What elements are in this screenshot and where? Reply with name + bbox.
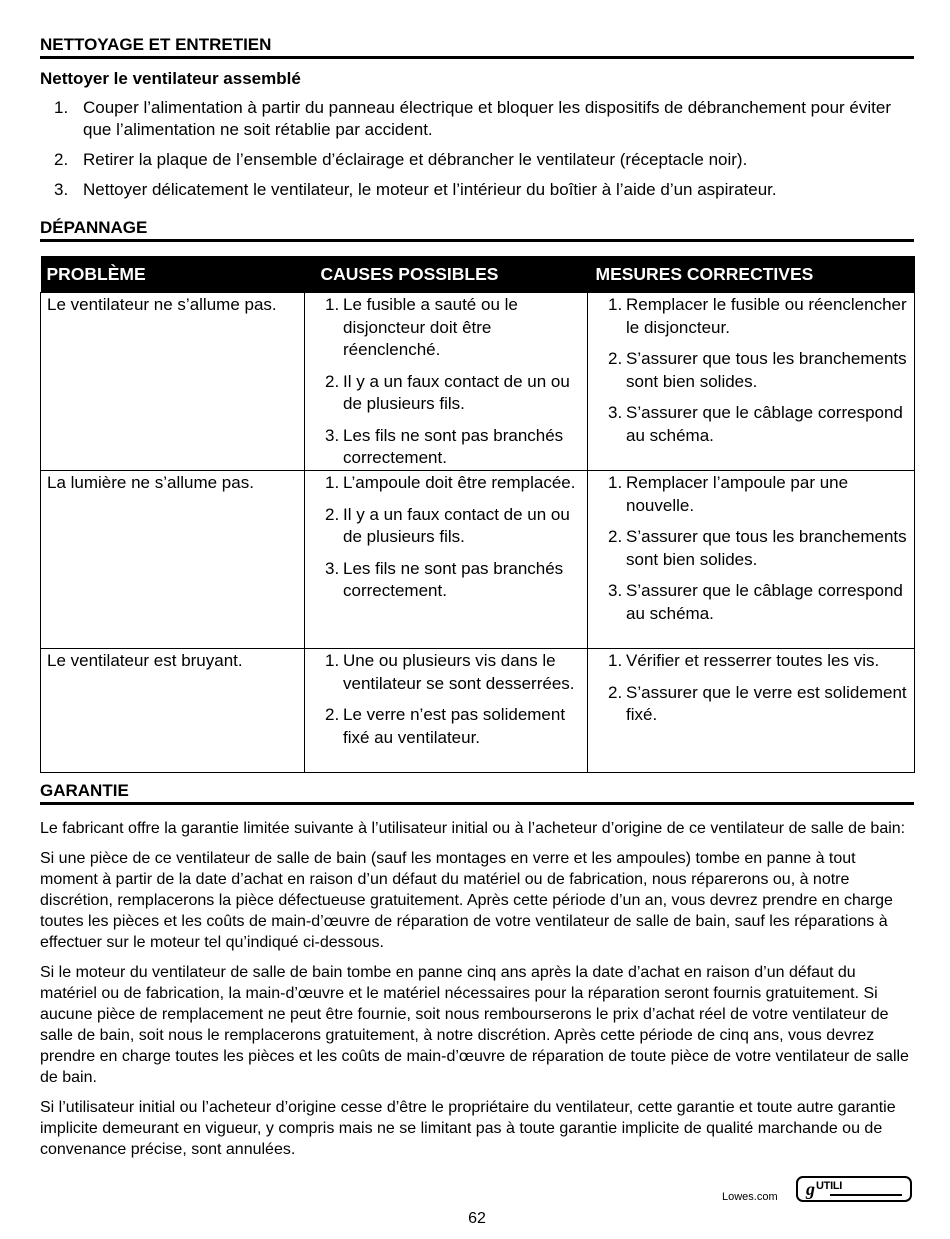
footer-website: Lowes.com	[722, 1191, 778, 1203]
warranty-section-title: GARANTIE	[40, 781, 914, 805]
cleaning-section-title: NETTOYAGE ET ENTRETIEN	[40, 35, 914, 59]
cause-item: 1. L’ampoule doit être remplacée.	[325, 473, 576, 492]
header-problem: PROBLÈME	[41, 256, 305, 293]
warranty-paragraph: Si l’utilisateur initial ou l’acheteur d’origine cesse d’être le propriétaire du ventilateur, cette garantie et toute autre garantie implicite demeurant en vigueur, y compris mais ne se limitant pas à toute garantie implicite de qualité marchande ou de convenance précise, sont annulées.	[40, 1099, 896, 1158]
table-row	[41, 471, 915, 649]
step-text: Retirer la plaque de l’ensemble d’éclairage et débrancher le ventilateur (réceptacle noir).	[83, 150, 748, 169]
cause-item: 1. Une ou plusieurs vis dans le ventilateur se sont desserrées.	[325, 651, 575, 693]
fix-item: 1. Remplacer l’ampoule par une nouvelle.	[608, 473, 849, 515]
warranty-paragraph: Si le moteur du ventilateur de salle de bain tombe en panne cinq ans après la date d’achat en raison d’un défaut du matériel ou de fabrication, la main-d’œuvre et le matériel nécessaires pour la réparation seront fournis gratuitement. Si aucune pièce de remplacement ne peut être fournie, soit nous rembourserons le prix d’achat réel de votre ventilateur de salle de bain, soit nous le remplacerons gratuitement, à notre discrétion. Après cette période de cinq ans, vous devrez prendre en charge toutes les pièces et les coûts de main-d’œuvre de réparation de toute pièce de votre ventilateur de salle de bain.	[40, 964, 909, 1086]
fix-item: 2. S’assurer que le verre est solidement fixé.	[608, 682, 907, 724]
problem-cell: La lumière ne s’allume pas.	[41, 471, 305, 649]
cleaning-steps	[40, 97, 914, 201]
fix-item: 2. S’assurer que tous les branchements sont bien solides.	[608, 527, 907, 569]
cause-item: 2. Le verre n’est pas solidement fixé au ventilateur.	[325, 705, 566, 747]
fix-item: 3. S’assurer que le câblage correspond au schéma.	[608, 581, 903, 623]
troubleshooting-table	[40, 256, 915, 773]
brand-logo	[796, 1176, 912, 1202]
fixes-cell	[588, 649, 915, 773]
step-number: 2.	[54, 150, 69, 169]
causes-cell	[305, 293, 588, 471]
warranty-paragraph: Si une pièce de ce ventilateur de salle de bain (sauf les montages en verre et les ampoules) tombe en panne à tout moment à partir de la date d’achat en raison d’un défaut du matériel ou de fabrication, nous réparerons ou, à notre discrétion, remplacerons la pièce défectueuse gratuitement. Après cette période d’un an, vous devrez prendre en charge toutes les pièces et les coûts de main-d’œuvre de réparation de votre ventilateur de salle de bain, sauf les réparations à effectuer sur le moteur tel qu’indiqué ci-dessous.	[40, 850, 893, 951]
table-row	[41, 293, 915, 471]
table-header-row	[41, 256, 915, 293]
step-text: Nettoyer délicatement le ventilateur, le moteur et l’intérieur du boîtier à l’aide d’un aspirateur.	[83, 180, 777, 199]
step-number: 3.	[54, 180, 69, 199]
causes-cell	[305, 649, 588, 773]
header-fixes: MESURES CORRECTIVES	[588, 256, 915, 293]
causes-cell	[305, 471, 588, 649]
fix-item: 1. Remplacer le fusible ou réenclencher le disjoncteur.	[608, 295, 907, 337]
fixes-cell	[588, 293, 915, 471]
header-causes: CAUSES POSSIBLES	[305, 256, 588, 293]
fix-item: 1. Vérifier et resserrer toutes les vis.	[608, 651, 880, 670]
problem-cell: Le ventilateur est bruyant.	[41, 649, 305, 773]
cause-item: 2. Il y a un faux contact de un ou de plusieurs fils.	[325, 504, 570, 546]
cause-item: 3. Les fils ne sont pas branchés correctement.	[325, 558, 564, 600]
fixes-cell	[588, 471, 915, 649]
cleaning-step	[40, 179, 914, 201]
cause-item: 1. Le fusible a sauté ou le disjoncteur doit être réenclenché.	[325, 295, 518, 359]
warranty-body	[40, 818, 914, 1160]
cleaning-step	[40, 149, 914, 171]
table-row	[41, 649, 915, 773]
cleaning-subtitle: Nettoyer le ventilateur assemblé	[40, 69, 301, 88]
fix-item: 3. S’assurer que le câblage correspond au schéma.	[608, 403, 903, 445]
fix-item: 2. S’assurer que tous les branchements sont bien solides.	[608, 349, 907, 391]
cause-item: 2. Il y a un faux contact de un ou de plusieurs fils.	[325, 371, 570, 413]
brand-mark-icon: g	[806, 1179, 815, 1199]
warranty-paragraph: Le fabricant offre la garantie limitée suivante à l’utilisateur initial ou à l’acheteur d’origine de ce ventilateur de salle de bain:	[40, 820, 906, 837]
step-number: 1.	[54, 98, 69, 117]
cause-item: 3. Les fils ne sont pas branchés correctement.	[325, 425, 564, 467]
troubleshooting-section-title: DÉPANNAGE	[40, 218, 914, 242]
brand-underline	[830, 1194, 902, 1196]
cleaning-step	[40, 97, 914, 141]
brand-name: UTILI	[816, 1179, 842, 1192]
problem-cell: Le ventilateur ne s’allume pas.	[41, 293, 305, 471]
step-text: Couper l’alimentation à partir du panneau électrique et bloquer les dispositifs de débranchement pour éviter que l’alimentation ne soit rétablie par accident.	[83, 98, 891, 139]
page-number: 62	[468, 1210, 486, 1227]
